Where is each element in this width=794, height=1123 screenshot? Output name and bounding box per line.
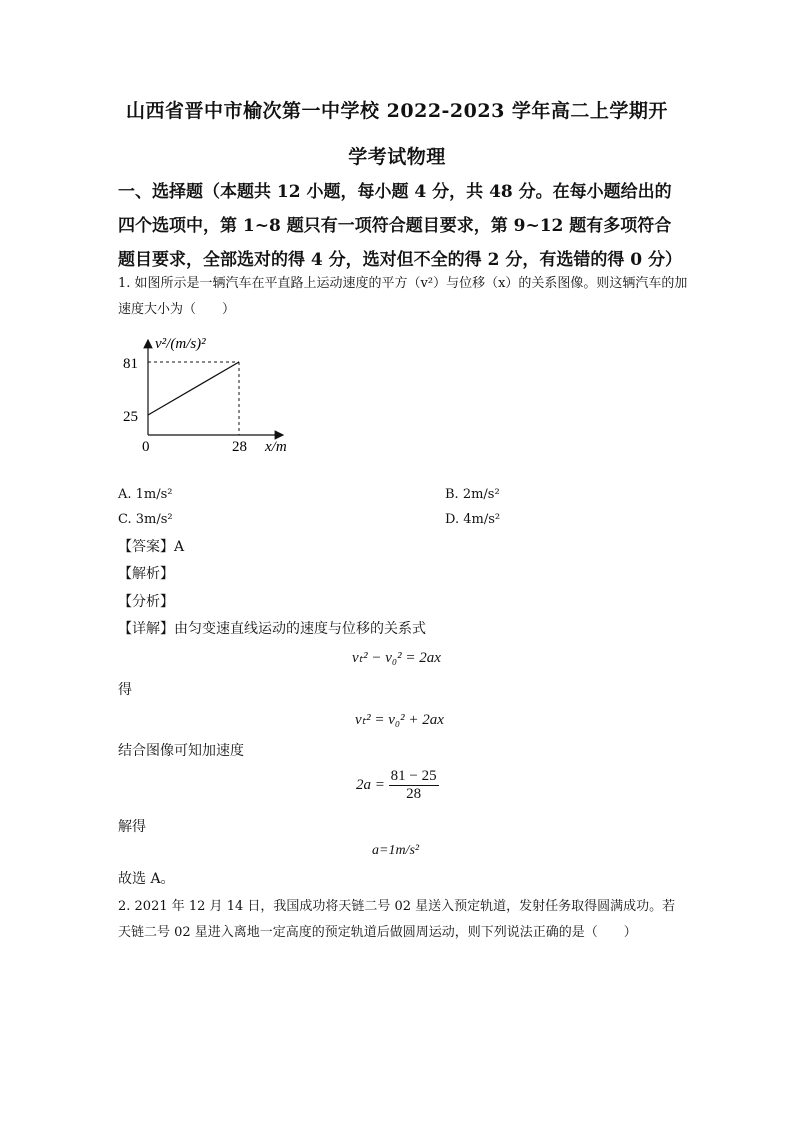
option-b: B. 2m/s² — [445, 487, 500, 502]
answer-line — [118, 536, 184, 556]
fenxi-tag: 【分析】 — [118, 594, 174, 610]
v2-x-graph — [118, 330, 318, 460]
conclusion-text: 故选 A。 — [118, 871, 175, 887]
equation-1: vₜ² − v₀² = 2ax — [352, 650, 441, 666]
equation-3 — [356, 768, 439, 803]
combine-text: 结合图像可知加速度 — [118, 743, 244, 759]
y-tick-81: 81 — [123, 356, 138, 372]
answer-tag: 【答案】 — [118, 539, 174, 555]
de-text: 得 — [118, 682, 132, 698]
detail-text: 由匀变速直线运动的速度与位移的关系式 — [174, 621, 426, 637]
equation-3-numerator: 81 − 25 — [390, 768, 437, 784]
analysis-tag: 【解析】 — [118, 566, 174, 582]
answer-value: A — [174, 539, 185, 555]
page-title-line2: 学考试物理 — [348, 146, 446, 168]
question-1-stem: 1. 如图所示是一辆汽车在平直路上运动速度的平方（v²）与位移（x）的关系图像。则这辆汽车的加速度大小为（ ） — [118, 276, 688, 317]
equation-3-left: 2a = — [356, 776, 385, 793]
detail-line — [118, 618, 426, 638]
equation-3-fraction — [389, 768, 439, 803]
origin-label: 0 — [142, 439, 150, 455]
option-c: C. 3m/s² — [118, 512, 173, 527]
detail-tag: 【详解】 — [118, 621, 174, 637]
page-title-line1: 山西省晋中市榆次第一中学校 2022-2023 学年高二上学期开 — [126, 100, 668, 122]
option-a: A. 1m/s² — [118, 487, 173, 502]
y-axis-label: v²/(m/s)² — [155, 336, 206, 352]
solve-text: 解得 — [118, 819, 146, 835]
equation-4: a=1m/s² — [372, 843, 420, 858]
option-d: D. 4m/s² — [445, 512, 501, 527]
equation-2: vₜ² = v₀² + 2ax — [355, 712, 444, 728]
graph-line — [148, 362, 239, 415]
y-tick-25: 25 — [123, 409, 138, 425]
x-tick-28: 28 — [232, 439, 247, 455]
x-axis-label: x/m — [265, 439, 287, 455]
equation-3-denominator: 28 — [406, 786, 422, 802]
question-2-stem: 2. 2021 年 12 月 14 日，我国成功将天链二号 02 星送入预定轨道，发射任务取得圆满成功。若天链二号 02 星进入离地一定高度的预定轨道后做圆周运动，则下列说法正确的是（ ） — [118, 899, 676, 940]
section-heading: 一、选择题（本题共 12 小题，每小题 4 分，共 48 分。在每小题给出的四个选项中，第 1~8 题只有一项符合题目要求，第 9~12 题有多项符合题目要求，全部选对的得 4 分，选对但不全的得 2 分，有选错的得 0 分） — [118, 182, 682, 270]
